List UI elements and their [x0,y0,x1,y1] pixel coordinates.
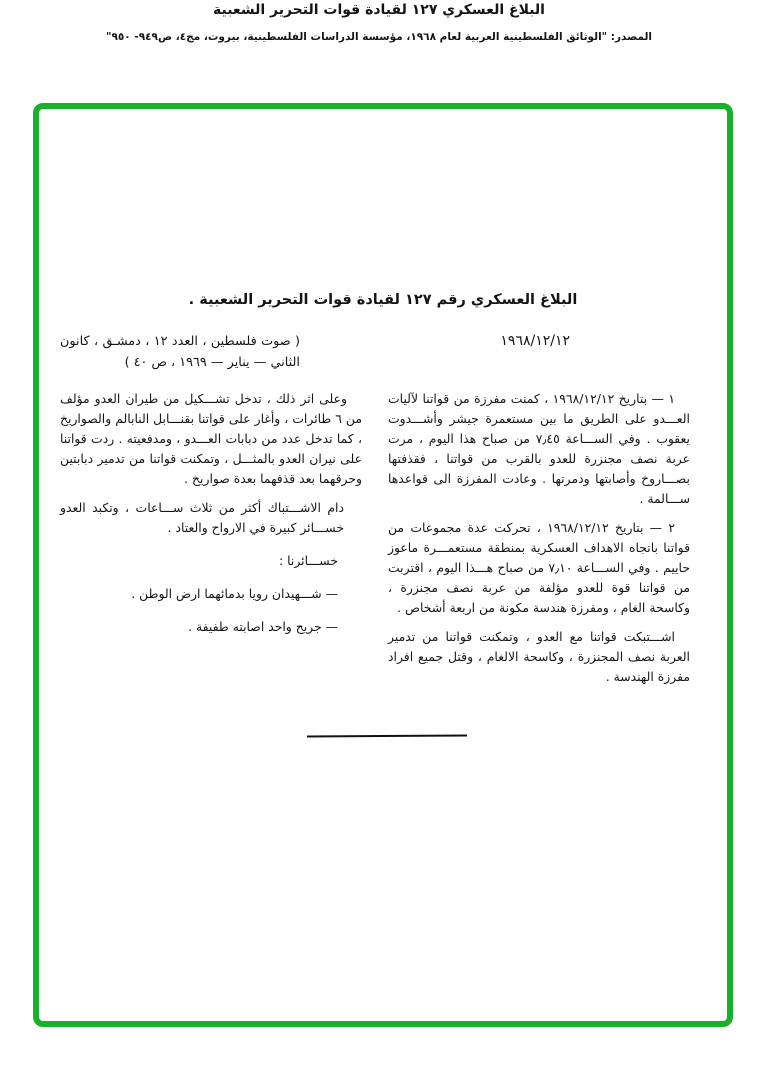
body-paragraph: ١ — بتاريخ ١٩٦٨/١٢/١٢ ، كمنت مفرزة من قواتنا لآليات العـــدو على الطريق ما بين مستعمرة جيشر وأشـــدوت يعقوب . وفي الســـاعة ٧٫٤٥ من صباح هذا اليوم ، مرت عربة نصف مجنزرة للعدو بالقرب من قواتنا ، فقذفتها بصـــاروخ وأصابتها ودمرتها . وعادت المفرزة الى قواعدها ســـالمة . [388,391,690,506]
body-paragraph: ٢ — بتاريخ ١٩٦٨/١٢/١٢ ، تحركت عدة مجموعات من قواتنا باتجاه الاهداف العسكرية بمنطقة مستعمـــرة ماعوز حاييم . وفي الســـاعة ٧٫١٠ من صباح هـــذا اليوم ، اقتربت من قواتنا قوة للعدو مؤلفة من عربة نصف مجنزرة ، وكاسحة الغام ، ومفرزة هندسة مكونة من اربعة أشخاص . [388,520,690,615]
body-paragraph: — جريح واحد اصابته طفيفة . [188,619,338,634]
body-paragraph: — شـــهيدان رويا بدمائهما ارض الوطن . [131,586,338,601]
header-source-line: المصدر: "الوثائق الفلسطينية العربية لعام ١٩٦٨، مؤسسة الدراسات الفلسطينية، بيروت، مج٤، ص٩٤٩- ٩٥٠" [105,31,653,43]
body-column-right [388,389,690,696]
header-title: البلاغ العسكري ١٢٧ لقيادة قوات التحرير الشعبية [213,2,545,18]
body-column-left [60,389,362,696]
body-paragraph: دام الاشـــتباك أكثر من ثلاث ســـاعات ، وتكبد العدو خســـائر كبيرة في الارواح والعتاد . [60,500,344,535]
body-columns [60,389,690,696]
green-annotation-frame [33,103,733,1027]
document-header [0,2,758,43]
communique-title: البلاغ العسكري رقم ١٢٧ لقيادة قوات التحرير الشعبية . [188,292,578,308]
body-paragraph: وعلى اثر ذلك ، تدخل تشـــكيل من طيران العدو مؤلف من ٦ طائرات ، وأغار على قواتنا بقنـــابل النابالم والصواريخ ، كما تدخل عدد من دبابات العـــدو ، ومدفعيته . ردت قواتنا على نيران العدو بالمثـــل ، وتمكنت قواتنا من تدمير دبابتين وحرقهما بعد قذفهما بعدة صواريخ . [60,391,362,486]
end-divider-rule [307,734,467,737]
communique-date: ١٩٦٨/١٢/١٢ [500,333,570,349]
body-paragraph: خســـائرنا : [278,553,338,568]
source-citation: ( صوت فلسطين ، العدد ١٢ ، دمشـق ، كانون الثاني — يناير — ١٩٦٩ ، ص ٤٠ ) [60,334,301,370]
body-paragraph: اشـــتبكت قواتنا مع العدو ، وتمكنت قواتنا من تدمير العربة نصف المجنزرة ، وكاسحة الالغام ، وقتل جميع افراد مفرزة الهندسة . [388,629,690,684]
